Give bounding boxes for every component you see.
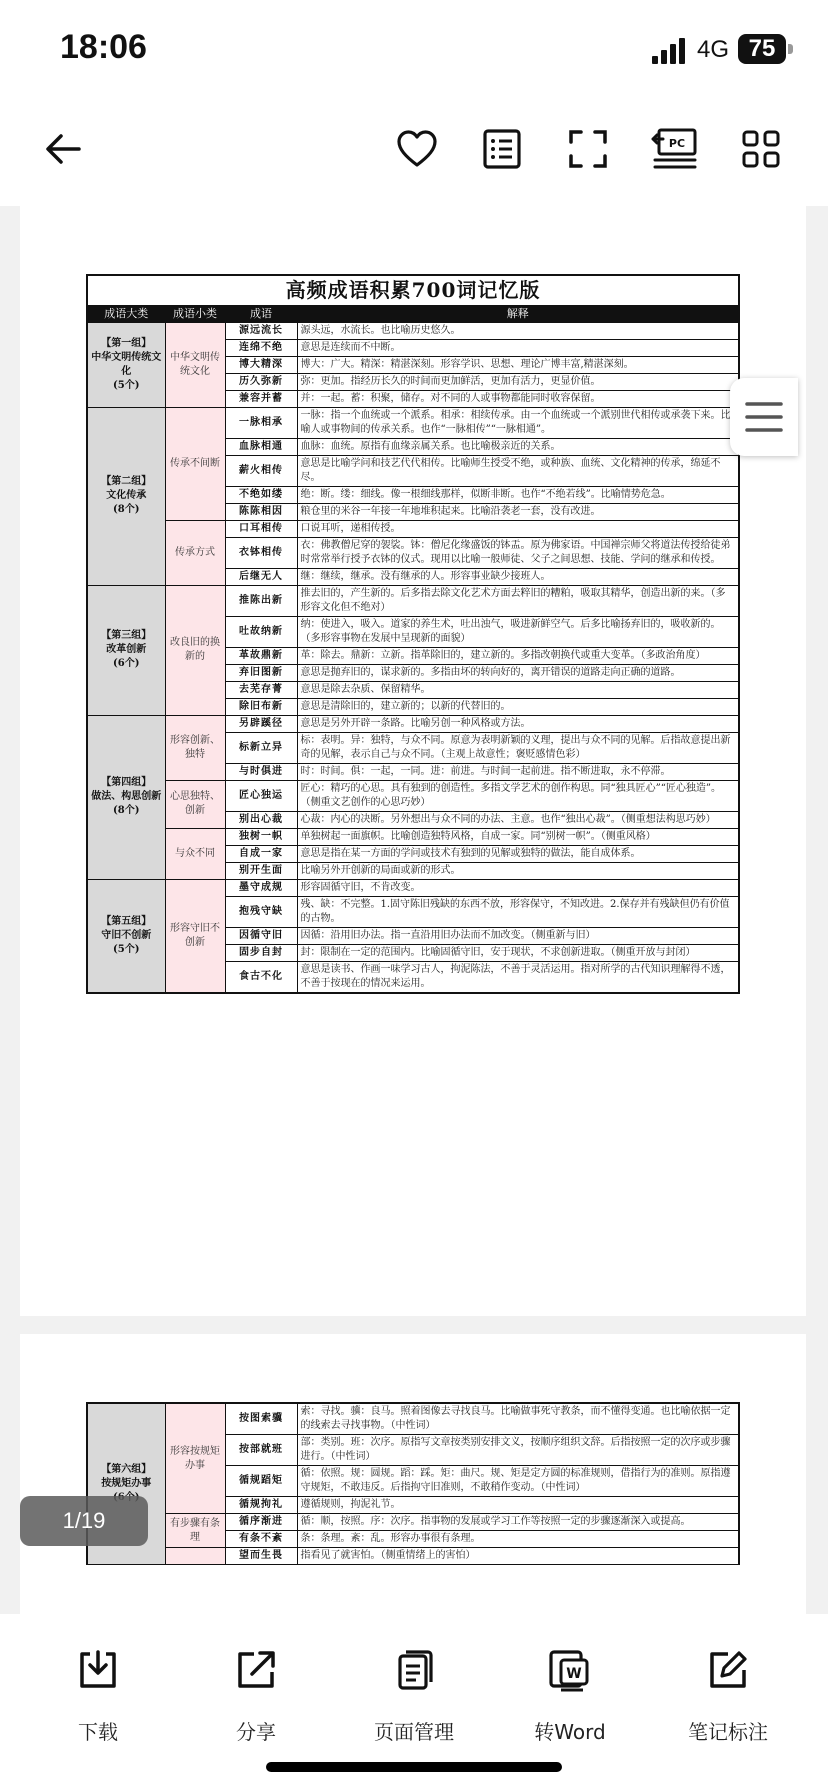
pc-label: PC xyxy=(668,137,686,150)
group-label: 【第六组】 按规矩办事 xyxy=(87,1403,165,1565)
header-row xyxy=(87,305,739,322)
subgroup-label: 中华文明传统文化 xyxy=(165,322,225,407)
grid-button[interactable] xyxy=(734,122,788,176)
idiom-cell: 博大精深 xyxy=(225,356,297,373)
idiom-cell: 兼容并蓄 xyxy=(225,390,297,407)
column-header: 解释 xyxy=(297,305,739,322)
download-button[interactable] xyxy=(28,1648,168,1745)
explanation-cell: 推去旧的，产生新的。后多指去除文化艺术方面去粹旧的糟粕，吸取其精华，创造出新的来。（多形容文化但不绝对） xyxy=(297,585,739,616)
word-icon xyxy=(547,1648,593,1694)
explanation-cell: 并：一起。蓄：积聚，储存。对不同的人或事物都能同时收容保留。 xyxy=(297,390,739,407)
explanation-cell: 意思是读书、作画一味学习古人，拘泥陈法，不善于灵活运用。指对所学的古代知识理解得不透，不善于按现在的情况来运用。 xyxy=(297,961,739,993)
subgroup-label: 与众不同 xyxy=(165,828,225,879)
page-manage-label: 页面管理 xyxy=(374,1720,454,1744)
subgroup-label: 改良旧的换新的 xyxy=(165,585,225,715)
fullscreen-icon xyxy=(567,128,609,170)
explanation-cell: 意思是指在某一方面的学问或技术有独到的见解或独特的做法，能自成体系。 xyxy=(297,845,739,862)
idiom-cell: 一脉相承 xyxy=(225,407,297,438)
idiom-cell: 与时俱进 xyxy=(225,763,297,780)
explanation-cell: 源头远，水流长。也比喻历史悠久。 xyxy=(297,322,739,339)
battery-tip xyxy=(788,44,793,54)
explanation-cell: 血脉：血统。原指有血缘亲属关系。也比喻极亲近的关系。 xyxy=(297,438,739,455)
note-label: 笔记标注 xyxy=(688,1720,768,1744)
table-row xyxy=(87,715,739,732)
explanation-cell: 部：类别。班：次序。原指写文章按类别安排文义，按顺序组织文辞。后指按照一定的次序或步骤进行。（中性词） xyxy=(297,1435,739,1466)
idiom-cell: 源远流长 xyxy=(225,322,297,339)
table-row xyxy=(87,780,739,811)
subgroup-label: 形容创新、独特 xyxy=(165,715,225,780)
idiom-cell: 去芜存菁 xyxy=(225,681,297,698)
back-button[interactable] xyxy=(36,122,90,176)
pc-mode-button[interactable] xyxy=(648,122,702,176)
favorite-button[interactable] xyxy=(390,122,444,176)
explanation-cell: 比喻另外开创新的局面或新的形式。 xyxy=(297,862,739,879)
idiom-cell: 历久弥新 xyxy=(225,373,297,390)
explanation-cell: 意思是连续而不中断。 xyxy=(297,339,739,356)
share-button[interactable] xyxy=(186,1648,326,1745)
explanation-cell: 革：除去。鼎新：立新。指革除旧的，建立新的。多指改朝换代或重大变革。（多政治角度） xyxy=(297,647,739,664)
explanation-cell: 残、缺：不完整。1.固守陈旧残缺的东西不放，形容保守，不知改进。2.保存并有残缺但仍有价值的古物。 xyxy=(297,896,739,927)
explanation-cell: 博大：广大。精深：精湛深刻。形容学识、思想、理论广博丰富,精湛深刻。 xyxy=(297,356,739,373)
menu-lines-icon xyxy=(744,400,784,434)
explanation-cell: 标：表明。异：独特，与众不同。原意为表明新颖的义理，提出与众不同的见解。后指故意提出新奇的见解，表示自己与众不同。（主观上故意性；褒贬感情色彩） xyxy=(297,732,739,763)
note-edit-icon xyxy=(706,1648,750,1692)
signal-icon xyxy=(652,38,688,64)
table-row xyxy=(87,879,739,896)
status-bar xyxy=(0,0,828,100)
explanation-cell: 指看见了就害怕。（侧重情绪上的害怕） xyxy=(297,1548,739,1565)
explanation-cell: 弥：更加。指经历长久的时间而更加鲜活，更加有活力，更显价值。 xyxy=(297,373,739,390)
status-time: 18:06 xyxy=(60,28,147,66)
title-row xyxy=(87,275,739,305)
idiom-cell: 另辟蹊径 xyxy=(225,715,297,732)
idiom-cell: 因循守旧 xyxy=(225,927,297,944)
idiom-cell: 连绵不绝 xyxy=(225,339,297,356)
idiom-cell: 墨守成规 xyxy=(225,879,297,896)
group-label: 【第一组】 中华文明传统文化 (5个) xyxy=(87,322,165,407)
subgroup-label: 有步骤有条理 xyxy=(165,1514,225,1548)
explanation-cell: 匠心：精巧的心思。具有独到的创造性。多指文学艺术的创作构思。同“独具匠心”“匠心独造”。（侧重文艺创作的心思巧妙） xyxy=(297,780,739,811)
pc-icon xyxy=(651,127,699,171)
subgroup-label xyxy=(165,1548,225,1565)
explanation-cell: 单独树起一面旗帜。比喻创造独特风格，自成一家。同“别树一帜”。（侧重风格） xyxy=(297,828,739,845)
idiom-cell: 弃旧图新 xyxy=(225,664,297,681)
explanation-cell: 条：条理。紊：乱。形容办事很有条理。 xyxy=(297,1531,739,1548)
explanation-cell: 时：时间。俱：一起，一同。进：前进。与时间一起前进。指不断进取，永不停滞。 xyxy=(297,763,739,780)
fullscreen-button[interactable] xyxy=(561,122,615,176)
idiom-table xyxy=(86,274,740,994)
heart-icon xyxy=(395,127,439,171)
idiom-cell: 不绝如缕 xyxy=(225,486,297,503)
idiom-cell: 血脉相通 xyxy=(225,438,297,455)
table-row xyxy=(87,322,739,339)
explanation-cell: 因循：沿用旧办法。指一直沿用旧办法而不加改变。（侧重新与旧） xyxy=(297,927,739,944)
table-row xyxy=(87,828,739,845)
idiom-cell: 薪火相传 xyxy=(225,455,297,486)
explanation-cell: 纳：使进入，吸入。道家的养生术，吐出浊气，吸进新鲜空气。后多比喻扬弃旧的，吸收新的。（多形容事物在发展中呈现新的面貌） xyxy=(297,616,739,647)
table-row xyxy=(87,1548,739,1565)
table-row xyxy=(87,520,739,537)
explanation-cell: 口说耳听，递相传授。 xyxy=(297,520,739,537)
home-indicator xyxy=(266,1762,562,1772)
table-row xyxy=(87,407,739,438)
network-type: 4G xyxy=(697,36,730,63)
idiom-cell: 循规拘礼 xyxy=(225,1497,297,1514)
idiom-cell: 后继无人 xyxy=(225,568,297,585)
idiom-cell: 独树一帜 xyxy=(225,828,297,845)
explanation-cell: 循：依照。规：圆规。蹈：踩。矩：曲尺。规、矩是定方圆的标准规则，借指行为的准则。原指遵守规矩，不敢违反。后指拘守旧准则，不敢稍作变动。（中性词） xyxy=(297,1466,739,1497)
back-arrow-icon xyxy=(41,127,85,171)
explanation-cell: 意思是除去杂质、保留精华。 xyxy=(297,681,739,698)
idiom-cell: 陈陈相因 xyxy=(225,503,297,520)
document-title: 高频成语积累700词记忆版 xyxy=(87,275,739,305)
grid-icon xyxy=(740,128,782,170)
idiom-cell: 口耳相传 xyxy=(225,520,297,537)
explanation-cell: 继：继续，继承。没有继承的人。形容事业缺少接班人。 xyxy=(297,568,739,585)
group-label: 【第三组】 改革创新 (6个) xyxy=(87,585,165,715)
idiom-cell: 自成一家 xyxy=(225,845,297,862)
subgroup-label: 传承不间断 xyxy=(165,407,225,520)
page-indicator: 1/19 xyxy=(20,1496,148,1546)
explanation-cell: 循：顺，按照。序：次序。指事物的发展或学习工作等按照一定的步骤逐渐深入或提高。 xyxy=(297,1514,739,1531)
subgroup-label: 传承方式 xyxy=(165,520,225,585)
subgroup-label: 形容按规矩办事 xyxy=(165,1403,225,1514)
idiom-cell: 按图索骥 xyxy=(225,1403,297,1435)
table-row xyxy=(87,1514,739,1531)
group-label: 【第二组】 文化传承 (8个) xyxy=(87,407,165,585)
explanation-cell: 一脉：指一个血统或一个派系。相承：相续传承。由一个血统或一个派别世代相传或承袭下来。比喻人或事物间的传承关系。也作“一脉相传”“一脉相通”。 xyxy=(297,407,739,438)
download-icon xyxy=(76,1648,120,1692)
explanation-cell: 意思是清除旧的，建立新的；以新的代替旧的。 xyxy=(297,698,739,715)
page-manage-icon xyxy=(392,1648,436,1692)
download-label: 下载 xyxy=(78,1720,118,1744)
explanation-cell: 绝：断。缕：细线。像一根细线那样，似断非断。也作“不绝若线”。比喻情势危急。 xyxy=(297,486,739,503)
battery-level: 75 xyxy=(738,34,786,64)
outline-button[interactable] xyxy=(475,122,529,176)
note-button[interactable] xyxy=(658,1648,798,1745)
document-page-2 xyxy=(20,1334,806,1614)
explanation-cell: 意思是另外开辟一条路。比喻另创一种风格或方法。 xyxy=(297,715,739,732)
idiom-cell: 望而生畏 xyxy=(225,1548,297,1565)
table-row xyxy=(87,1403,739,1435)
table-row xyxy=(87,585,739,616)
idiom-table-page2 xyxy=(86,1402,740,1565)
outline-icon xyxy=(481,128,523,170)
explanation-cell: 封：限制在一定的范围内。比喻固循守旧，安于现状，不求创新进取。（侧重开放与封闭） xyxy=(297,944,739,961)
share-label: 分享 xyxy=(236,1720,276,1744)
document-page-1 xyxy=(20,206,806,1316)
idiom-cell: 吐故纳新 xyxy=(225,616,297,647)
idiom-cell: 食古不化 xyxy=(225,961,297,993)
explanation-cell: 粮仓里的米谷一年接一年地堆积起来。比喻沿袭老一套，没有改进。 xyxy=(297,503,739,520)
idiom-cell: 抱残守缺 xyxy=(225,896,297,927)
idiom-cell: 别开生面 xyxy=(225,862,297,879)
column-header: 成语小类 xyxy=(165,305,225,322)
document-viewer[interactable] xyxy=(0,206,828,1614)
idiom-cell: 推陈出新 xyxy=(225,585,297,616)
idiom-cell: 有条不紊 xyxy=(225,1531,297,1548)
share-icon xyxy=(234,1648,278,1692)
idiom-cell: 除旧布新 xyxy=(225,698,297,715)
top-toolbar xyxy=(0,100,828,206)
explanation-cell: 形容固循守旧，不肯改变。 xyxy=(297,879,739,896)
explanation-cell: 遵循规则，拘泥礼节。 xyxy=(297,1497,739,1514)
to-word-button[interactable] xyxy=(500,1648,640,1745)
group-label: 【第四组】 做法、构思创新 (8个) xyxy=(87,715,165,879)
svg-text:W: W xyxy=(566,1666,582,1682)
idiom-cell: 标新立异 xyxy=(225,732,297,763)
idiom-cell: 循规蹈矩 xyxy=(225,1466,297,1497)
explanation-cell: 心裁：内心的决断。另外想出与众不同的办法、主意。也作“独出心裁”。（侧重想法构思巧妙） xyxy=(297,811,739,828)
idiom-cell: 循序渐进 xyxy=(225,1514,297,1531)
idiom-cell: 匠心独运 xyxy=(225,780,297,811)
group-label: 【第五组】 守旧不创新 (5个) xyxy=(87,879,165,993)
page-manage-button[interactable] xyxy=(344,1648,484,1745)
idiom-cell: 按部就班 xyxy=(225,1435,297,1466)
explanation-cell: 意思是抛弃旧的，谋求新的。多指由坏的转向好的，离开错误的道路走向正确的道路。 xyxy=(297,664,739,681)
idiom-cell: 固步自封 xyxy=(225,944,297,961)
to-word-label: 转Word xyxy=(534,1720,606,1744)
explanation-cell: 意思是比喻学问和技艺代代相传。比喻师生授受不绝，或种族、血统、文化精神的传承，绵延不尽。 xyxy=(297,455,739,486)
explanation-cell: 索：寻找。骥：良马。照着图像去寻找良马。比喻做事死守教条，而不懂得变通。也比喻依据一定的线索去寻找事物。（中性词） xyxy=(297,1403,739,1435)
side-menu-handle[interactable] xyxy=(730,378,798,456)
subgroup-label: 心思独特、创新 xyxy=(165,780,225,828)
idiom-cell: 革故鼎新 xyxy=(225,647,297,664)
column-header: 成语大类 xyxy=(87,305,165,322)
idiom-cell: 别出心裁 xyxy=(225,811,297,828)
column-header: 成语 xyxy=(225,305,297,322)
subgroup-label: 形容守旧不创新 xyxy=(165,879,225,993)
idiom-cell: 衣钵相传 xyxy=(225,537,297,568)
explanation-cell: 衣：佛教僧尼穿的袈裟。钵：僧尼化缘盛饭的钵盂。原为佛家语。中国禅宗师父将道法传授给徒弟时常常举行授予衣钵的仪式。现用以比喻一般师徒、父子之间思想、技能、学问的继承和传授。 xyxy=(297,537,739,568)
